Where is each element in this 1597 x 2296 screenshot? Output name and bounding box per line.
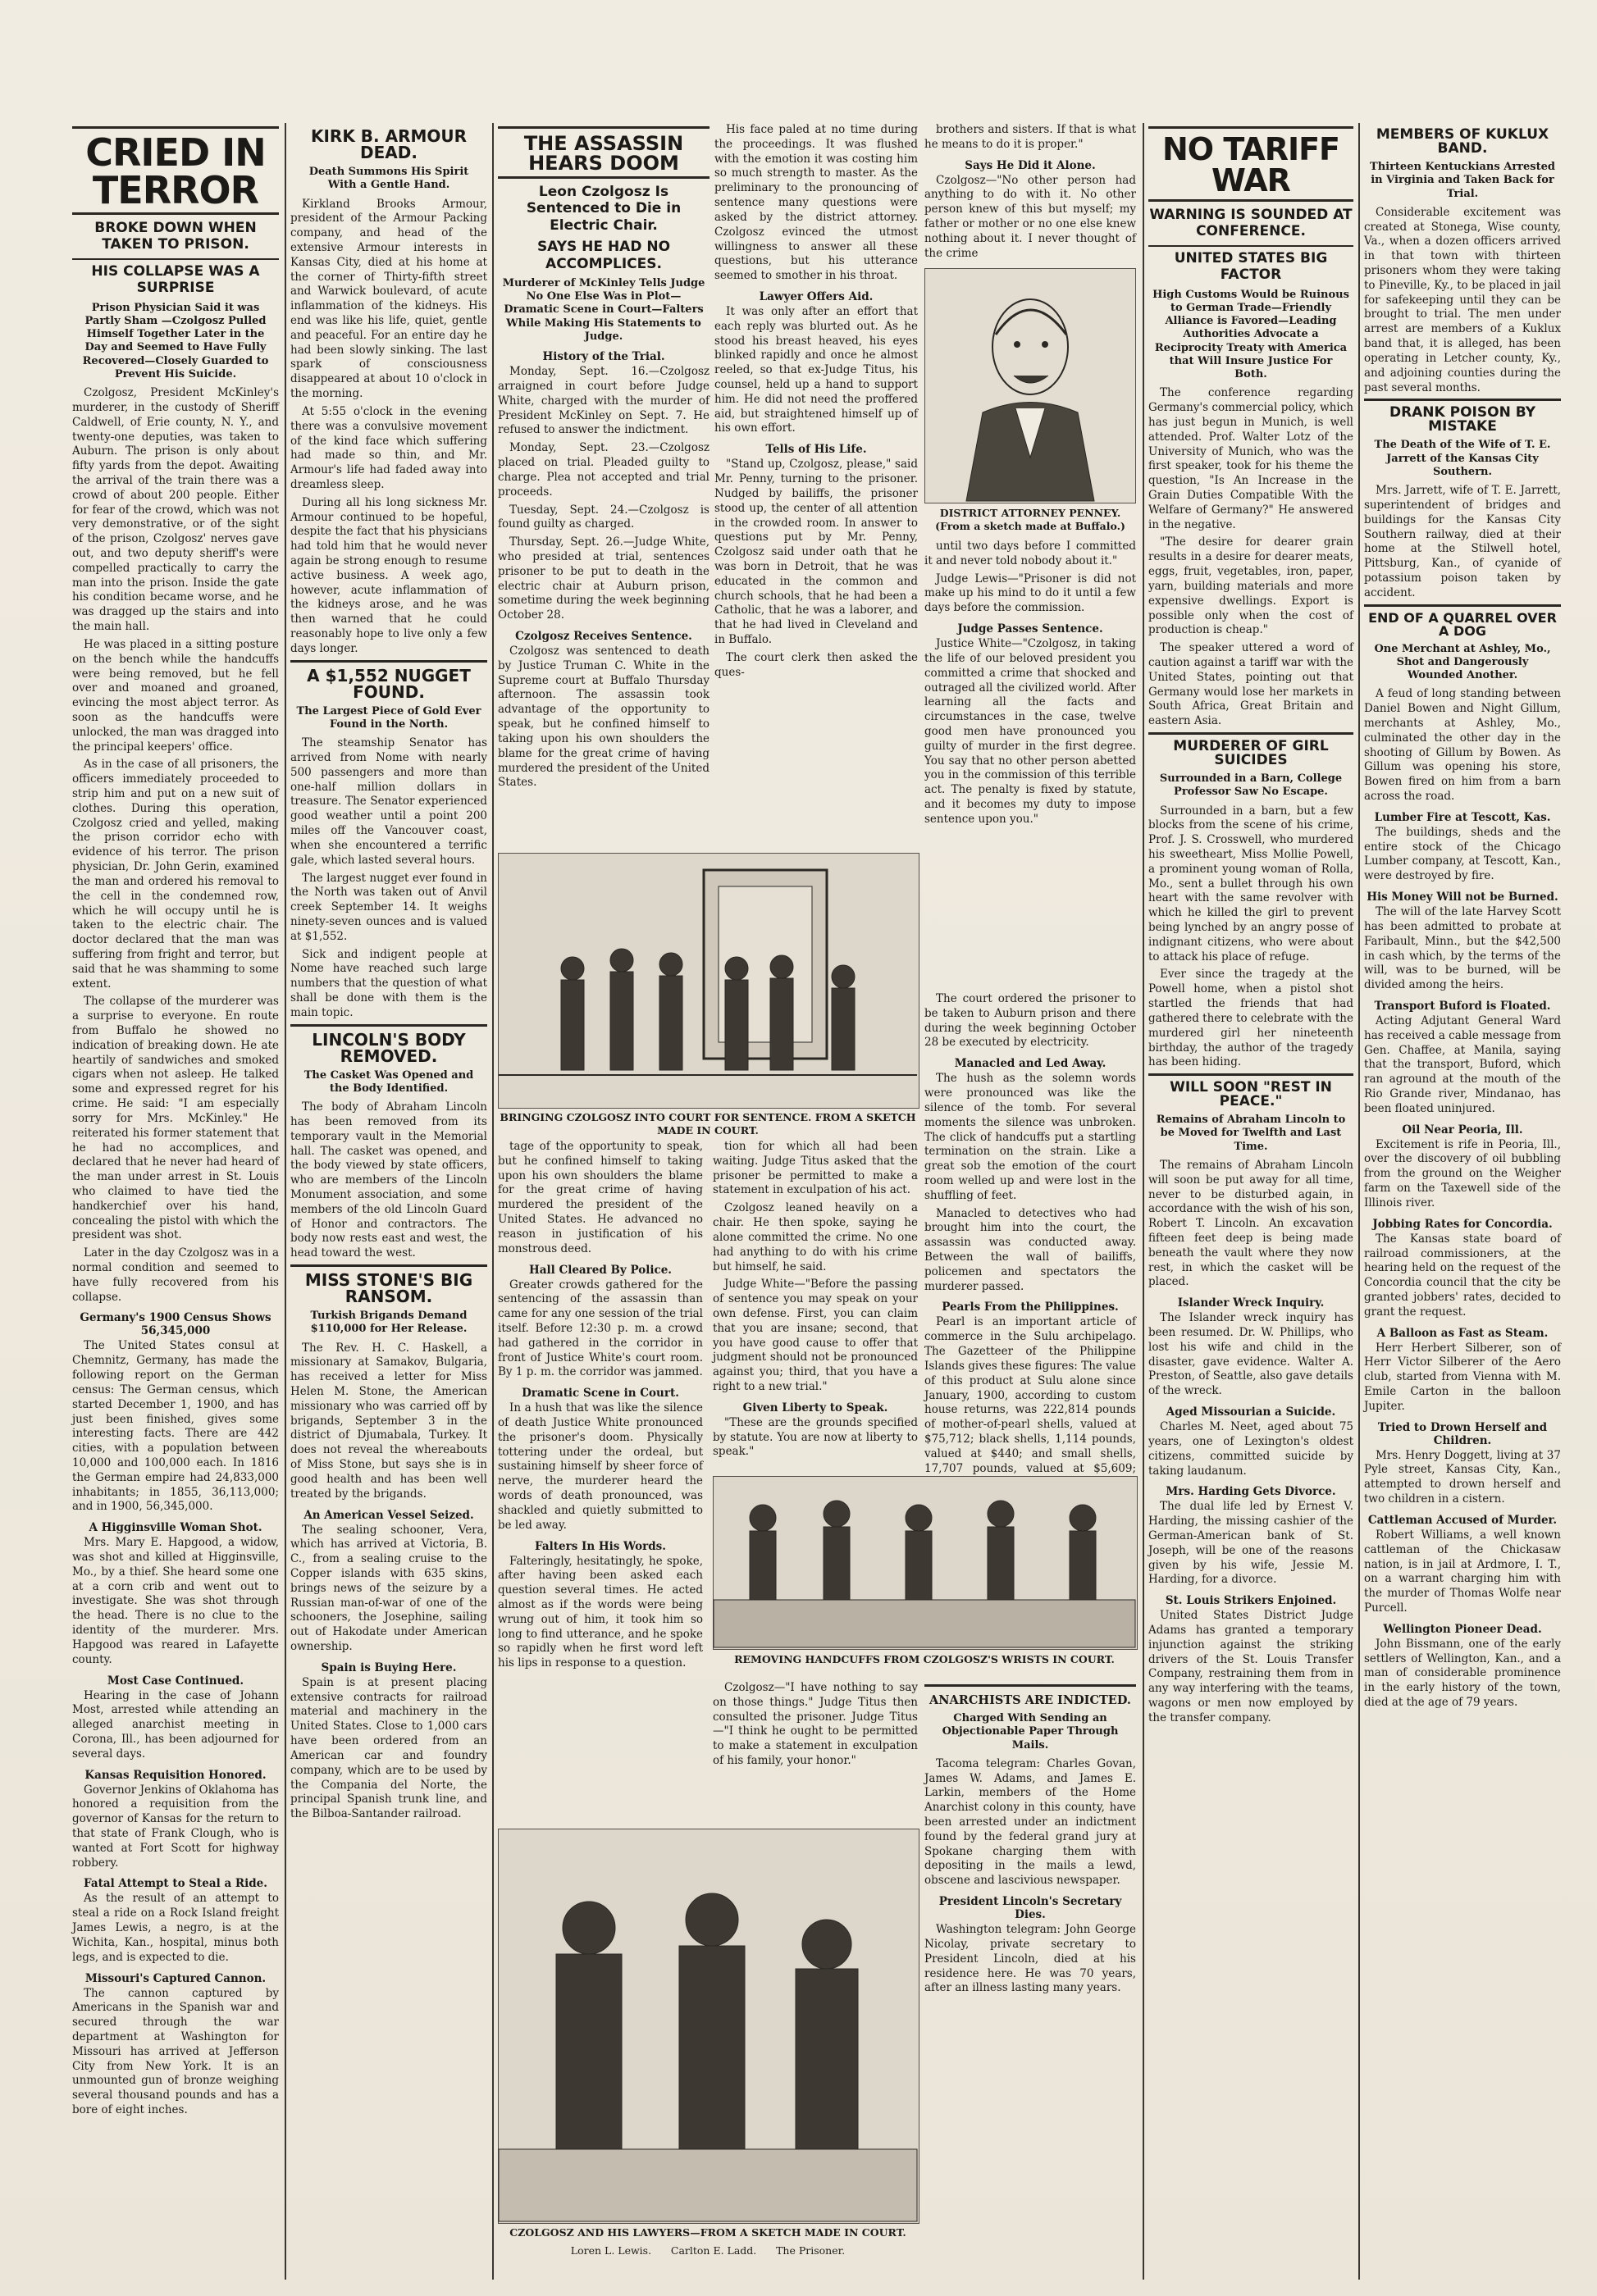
paragraph: Mrs. Jarrett, wife of T. E. Jarrett, superintendent of bridges and buildings for the Kansas City Southern railway, died at their home at the Stilwell hotel, Pittsburg, Kan., of cyanide of potassium poison taken by accident. <box>1364 484 1561 599</box>
paragraph: His face paled at no time during the proceedings. It was flushed with the emotion it was costing him so much strength to master. As the preliminary to the pronouncing of sentence many questions were asked by the district attorney. Czolgosz evinced the utmost willingness to answer all these questions, but his utterance seemed to smother in his throat. <box>714 123 918 283</box>
paragraph: Judge White—"Before the passing of sentence you may speak on your own defense. First, you can claim that you are insane; second, that you have good cause to offer that judgment should not be pronounced against you; third, that you have a right to a new trial." <box>713 1278 918 1393</box>
paragraph: Czolgosz leaned heavily on a chair. He then spoke, saying he alone committed the crime. No one had anything to do with his crime but himself, he said. <box>713 1201 918 1273</box>
portrait-penney <box>924 268 1136 503</box>
column-rule <box>285 123 286 2280</box>
news-item-heading: Pearls From the Philippines. <box>942 1301 1119 1314</box>
paragraph: The Islander wreck inquiry has been resumed. Dr. W. Phillips, who lost his wife and child in the disaster, gave evidence. Walter A. Preston, of Seattle, also gave details of the wreck. <box>1148 1311 1353 1398</box>
news-item-heading: History of the Trial. <box>542 350 665 364</box>
subhead: Murderer of McKinley Tells Judge No One Else Was in Plot—Dramatic Scene in Court—Falters While Making His Statements to Judge. <box>502 276 705 343</box>
paragraph: Spain is at present placing extensive contracts for railroad material and machinery in the United States. Close to 1,000 cars have been ordered from an American car and foundry company, which are to be used by the Compania del Norte, the principal Spanish trunk line, and the Bilboa-Santander railroad. <box>290 1675 487 1821</box>
center-col-f <box>713 1681 918 1812</box>
news-item-heading: Oil Near Peoria, Ill. <box>1402 1123 1523 1137</box>
news-item-heading: ANARCHISTS ARE INDICTED. <box>929 1693 1131 1707</box>
center-col-c <box>924 123 1136 984</box>
subhead: One Merchant at Ashley, Mo., Shot and Dangerously Wounded Another. <box>1374 642 1551 682</box>
headline-miss-stone: MISS STONE'S BIG RANSOM. <box>304 1270 473 1307</box>
paragraph: John Bissmann, one of the early settlers of Wellington, Kan., and a man of considerable prominence in the early history of the town, died at the age of 79 years. <box>1364 1637 1561 1709</box>
paragraph: Thursday, Sept. 26.—Judge White, who presided at trial, sentences prisoner to be put to death in the electric chair at Auburn prison, sometime during the week beginning October 28. <box>498 535 710 622</box>
paragraph: The United States consul at Chemnitz, Germany, has made the following report on the German census: The German census, which started December 1, 1900, and has just been finished, gives some interesting facts. There are 442 cities, with a population between 10,000 and 100,000 each. In 1816 the German empire had 24,833,000 inhabitants; in 1855, 36,113,000; and in 1900, 56,345,000. <box>72 1339 279 1514</box>
news-item-heading: Spain is Buying Here. <box>321 1660 457 1674</box>
headline-armour-dead: KIRK B. ARMOUR DEAD. <box>310 126 468 162</box>
column-rule <box>1358 123 1360 2280</box>
paragraph: The will of the late Harvey Scott has been admitted to probate at Faribault, Minn., but the $42,500 in cash which, by the terms of the will, was to be burned, will be divided among the heirs. <box>1364 905 1561 992</box>
headline-nugget-found: A $1,552 NUGGET FOUND. <box>307 665 471 702</box>
subhead: The Death of the Wife of T. E. Jarrett of the Kansas City Southern. <box>1374 439 1551 478</box>
paragraph: In a hush that was like the silence of death Justice White pronounced the prisoner's doom. Physically tottering under the ordeal, but sustaining himself by sheer force of nerve, the murderer heard the words of death pronounced, was shackled and quietly submitted to be led away. <box>498 1401 703 1532</box>
figure-caption: DISTRICT ATTORNEY PENNEY. (From a sketch made at Buffalo.) <box>935 506 1125 532</box>
news-item-heading: Tells of His Life. <box>765 443 867 457</box>
paragraph: Greater crowds gathered for the sentencing of the assassin than came for any one session of the trial itself. Before 12:30 p. m. a crowd had gathered in the corridor in front of Justice White's court room. By 1 p. m. the corridor was jammed. <box>498 1278 703 1379</box>
news-item-heading: Islander Wreck Inquiry. <box>1177 1296 1325 1310</box>
paragraph: The hush as the solemn words were pronounced was like the silence of the tomb. For several moments the silence was unbroken. The click of handcuffs put a startling termination on the strain. Like a great sob the emotion of the court room welled up and were lost in the shuffling of feet. <box>924 1072 1136 1202</box>
paragraph: Czolgosz—"I have nothing to say on those things." Judge Titus then consulted the prisoner. Judge Titus—"I think he ought to be permitted to make a statement in exculpation of his family, your honor." <box>713 1681 918 1768</box>
column-2 <box>290 123 487 2280</box>
news-item-heading: Mrs. Harding Gets Divorce. <box>1166 1485 1336 1499</box>
paragraph: Herr Herbert Silberer, son of Herr Victor Silberer of the Aero club, started from Vienna with M. Emile Carton in the balloon Jupiter. <box>1364 1341 1561 1413</box>
news-item-heading: Cattleman Accused of Murder. <box>1367 1513 1558 1527</box>
deck: BROKE DOWN WHEN TAKEN TO PRISON. <box>94 220 257 253</box>
column-6 <box>1364 123 1561 2280</box>
paragraph: The dual life led by Ernest V. Harding, the missing cashier of the German-American bank of St. Joseph, will be one of the reasons given by his wife, Jessie M. Harding, for a divorce. <box>1148 1500 1353 1587</box>
headline-rest-in-peace: WILL SOON "REST IN PEACE." <box>1170 1079 1332 1110</box>
paragraph: tage of the opportunity to speak, but he confined himself to taking upon his own shoulders the blame for the great crime of having murdered the president of the United States. He advanced no reason in justification of his monstrous deed. <box>498 1140 703 1255</box>
news-item-heading: A Balloon as Fast as Steam. <box>1376 1326 1549 1340</box>
paragraph: The remains of Abraham Lincoln will soon be put away for all time, never to be disturbed again, in accordance with the wish of his son, Robert T. Lincoln. An excavation fifteen feet deep is being made beneath the vault where they now rest, in which the casket will be placed. <box>1148 1158 1353 1289</box>
paragraph: Monday, Sept. 23.—Czolgosz placed on trial. Pleaded guilty to charge. Plea not accepted and trial proceeds. <box>498 441 710 499</box>
paragraph: The speaker uttered a word of caution against a tariff war with the United States, pointing out that Germany would lose her markets in South Africa, Great Britain and eastern Asia. <box>1148 641 1353 728</box>
news-item-heading: Given Liberty to Speak. <box>742 1401 888 1414</box>
paragraph: "The desire for dearer grain results in a desire for dearer meats, eggs, fruit, vegetables, iron, paper, yarn, building materials and more expensive dwellings. Export is possible only when the cost of production is cheap." <box>1148 535 1353 637</box>
paragraph: The court ordered the prisoner to be taken to Auburn prison and there during the week beginning October 28 be executed by electricity. <box>924 992 1136 1050</box>
paragraph: He was placed in a sitting posture on the bench while the handcuffs were being removed, but he fell over and moaned and groaned, evincing the most abject terror. As soon as the handcuffs were unlocked, the man was dragged into the principal keepers' office. <box>72 637 279 754</box>
subhead: The Largest Piece of Gold Ever Found in the North. <box>296 704 481 731</box>
paragraph: The Rev. H. C. Haskell, a missionary at Samakov, Bulgaria, has received a letter for Miss Helen M. Stone, the American missionary who was carried off by brigands, September 3 in the district of Djumabala, Turkey. It does not reveal the whereabouts of Miss Stone, but says she is in good health and has been well treated by the brigands. <box>290 1341 487 1501</box>
news-item-heading: Aged Missourian a Suicide. <box>1166 1405 1336 1419</box>
paragraph: As the result of an attempt to steal a ride on a Rock Island freight James Lewis, a negro, is at the Wichita, Kan., hospital, minus both legs, and is expected to die. <box>72 1892 279 1964</box>
headline-assassin-hears-doom: THE ASSASSIN HEARS DOOM <box>523 132 684 175</box>
paragraph: until two days before I committed it and never told nobody about it." <box>924 540 1136 567</box>
column-5 <box>1148 123 1353 2280</box>
paragraph: Manacled to detectives who had brought him into the court, the assassin was conducted away. Between the wall of bailiffs, policemen and spectators the murderer passed. <box>924 1206 1136 1293</box>
column-rule <box>492 123 494 2280</box>
subhead: Turkish Brigands Demand $110,000 for Her Release. <box>310 1310 468 1336</box>
paragraph: As in the case of all prisoners, the officers immediately proceeded to strip him and put on a new suit of clothes. During this operation, Czolgosz cried and yelled, making the prison corridor echo with evidence of his terror. The prison physician, Dr. John Gerin, examined the man and ordered his removal to the cell in the condemned row, which he will occupy until he is taken to the electric chair. The doctor declared that the man was suffering from fright and terror, but said that he was shamming to some extent. <box>72 758 279 991</box>
news-item-heading: Dramatic Scene in Court. <box>522 1387 679 1401</box>
center-col-g <box>924 1681 1136 2009</box>
paragraph: Washington telegram: John George Nicolay, private secretary to President Lincoln, died at his residence here. He was 70 years, after an illness lasting many years. <box>924 1923 1136 1995</box>
paragraph: The steamship Senator has arrived from Nome with nearly 500 passengers and more than one-half million dollars in treasure. The Senator experienced good weather until a point 200 miles off the Vancouver coast, when she encountered a terrific gale, which lasted several hours. <box>290 736 487 867</box>
paragraph: The buildings, sheds and the entire stock of the Chicago Lumber company, at Tescott, Kan., were destroyed by fire. <box>1364 825 1561 883</box>
news-item-heading: Judge Passes Sentence. <box>957 622 1103 636</box>
center-col-a <box>498 123 710 845</box>
news-item-heading: Jobbing Rates for Concordia. <box>1372 1217 1553 1231</box>
column-rule <box>1143 123 1144 2280</box>
subhead: Death Summons His Spirit With a Gentle Hand. <box>308 166 469 192</box>
news-item-heading: Says He Did it Alone. <box>965 158 1096 172</box>
news-item-heading: St. Louis Strikers Enjoined. <box>1165 1594 1337 1608</box>
illustration-removing-handcuffs <box>713 1476 1138 1650</box>
news-item-heading: Kansas Requisition Honored. <box>84 1768 267 1782</box>
paragraph: Considerable excitement was created at Stonega, Wise county, Va., when a dozen officers arrived in that town with thirteen prisoners whom they were taking to Pineville, Ky., to be placed in jail for safekeeping until they can be brought to trial. The men under arrest are members of a Kuklux band that, it is alleged, has been operating in Letcher county, Ky., and adjoining counties during the past several months. <box>1364 205 1561 394</box>
news-item-heading: Falters In His Words. <box>535 1539 666 1553</box>
paragraph: The largest nugget ever found in the North was taken out of Anvil creek September 14. It weighs ninety-seven ounces and is valued at $1,552. <box>290 871 487 943</box>
headline-lincoln-body: LINCOLN'S BODY REMOVED. <box>312 1029 466 1066</box>
subhead: Thirteen Kentuckians Arrested in Virginia and Taken Back for Trial. <box>1370 161 1555 200</box>
paragraph: Tuesday, Sept. 24.—Czolgosz is found guilty as charged. <box>498 503 710 531</box>
subhead: Surrounded in a Barn, College Professor Saw No Escape. <box>1159 772 1343 799</box>
figure-caption: BRINGING CZOLGOSZ INTO COURT FOR SENTENCE. FROM A SKETCH MADE IN COURT. <box>500 1111 916 1137</box>
news-item-heading: Manacled and Led Away. <box>954 1057 1106 1071</box>
paragraph: "Stand up, Czolgosz, please," said Mr. Penny, turning to the prisoner. Nudged by bailiffs, the prisoner stood up, the center of all attention in the crowded room. In answer to questions put by Mr. Penny, Czolgosz said under oath that he was born in Detroit, that he was educated in the common and church schools, that he had been a Catholic, that he was a laborer, and that he had lived in Cleveland and in Buffalo. <box>714 458 918 646</box>
subhead: Prison Physician Said it was Partly Sham —Czolgosz Pulled Himself Together Later in the Day and Seemed to Have Fully Recovered—Closely Guarded to Prevent His Suicide. <box>82 301 269 380</box>
paragraph: Mrs. Henry Doggett, living at 37 Pyle street, Kansas City, Kan., attempted to drown herself and two children in a cistern. <box>1364 1448 1561 1506</box>
paragraph: The sealing schooner, Vera, which has arrived at Victoria, B. C., from a sealing cruise to the Copper islands with 635 skins, brings news of the seizure by a Russian man-of-war of one of the schooners, the Josephine, sailing out of Hakodate under American ownership. <box>290 1523 487 1653</box>
paragraph: Hearing in the case of Johann Most, arrested while attending an alleged anarchist meeting in Corona, Ill., has been adjourned for several days. <box>72 1688 279 1761</box>
deck: WARNING IS SOUNDED AT CONFERENCE. <box>1149 207 1353 240</box>
paragraph: brothers and sisters. If that is what he means to do it is proper." <box>924 123 1136 151</box>
center-col-e <box>713 1140 918 1468</box>
paragraph: tion for which all had been waiting. Judge Titus asked that the prisoner be permitted to make a statement in exculpation of his act. <box>713 1140 918 1197</box>
paragraph: It was only after an effort that each reply was blurted out. As he stood his breast heaved, his eyes blinked rapidly and once he almost reeled, so that ex-Judge Titus, his counsel, held up a hand to support him. He did not need the proffered aid, but straightened himself up of his own effort. <box>714 304 918 435</box>
news-item-heading: President Lincoln's Secretary Dies. <box>938 1895 1122 1922</box>
news-item-heading: Hall Cleared By Police. <box>528 1263 673 1277</box>
figure-names: Loren L. Lewis. Carlton E. Ladd. The Prisoner. <box>570 2244 846 2257</box>
paragraph: Kirkland Brooks Armour, president of the Armour Packing company, and head of the extensive Armour interests in Kansas City, died at his home at the corner of Thirty-fifth street and Warwick boulevard, of acute inflammation of the kidneys. His end was like his life, quiet, gentle and peaceful. For an entire day he had been slowly sinking. The last spark of consciousness disappeared at about 10 o'clock in the morning. <box>290 197 487 401</box>
news-item-heading: A Higginsville Woman Shot. <box>89 1521 262 1535</box>
headline-cried-in-terror: CRIED IN TERROR <box>85 130 266 212</box>
deck: HIS COLLAPSE WAS A SURPRISE <box>72 258 279 297</box>
subhead: Remains of Abraham Lincoln to be Moved for Twelfth and Last Time. <box>1156 1114 1346 1153</box>
center-col-d <box>498 1140 703 1670</box>
headline-drank-poison: DRANK POISON BY MISTAKE <box>1389 404 1536 435</box>
paragraph: The conference regarding Germany's commercial policy, which has just begun in Munich, is well attended. Prof. Walter Lotz of the University of Munich, who was the first speaker, took for his theme the question, "Is An Increase in the Grain Duties Compatible With the Welfare of Germany?" He answered in the negative. <box>1148 386 1353 531</box>
handcuffs-sketch <box>714 1477 1135 1647</box>
center-col-c2 <box>924 992 1136 1475</box>
paragraph: During all his long sickness Mr. Armour continued to be hopeful, despite the fact that his physicians had told him that he would never again be strong enough to resume active business. A week ago, however, acute inflammation of the kidneys arose, and he was then warned that he could reasonably hope to live only a few days longer. <box>290 495 487 655</box>
headline-no-tariff-war: NO TARIFF WAR <box>1161 131 1340 198</box>
paragraph: The cannon captured by Americans in the Spanish war and secured through the war department at Washington for Missouri has arrived at Jefferson City from New York. It is an unmounted gun of bronze weighing several thousand pounds and has a bore of eight inches. <box>72 1986 279 2116</box>
subhead: The Casket Was Opened and the Body Identified. <box>303 1068 474 1095</box>
paragraph: Ever since the tragedy at the Powell home, when a pistol shot startled the friends that had gathered there to celebrate with the murdered girl her nineteenth birthday, the author of the tragedy has been hiding. <box>1148 968 1353 1069</box>
illustration-czolgosz-lawyers <box>498 1829 919 2224</box>
news-item-heading: Wellington Pioneer Dead. <box>1383 1622 1542 1636</box>
portrait-sketch <box>925 269 1135 501</box>
paragraph: Charles M. Neet, aged about 75 years, one of Lexington's oldest citizens, committed suicide by taking laudanum. <box>1148 1420 1353 1478</box>
news-item-heading: Czolgosz Receives Sentence. <box>515 630 692 644</box>
column-1 <box>72 123 279 2280</box>
paragraph: The body of Abraham Lincoln has been removed from its temporary vault in the Memorial hall. The casket was opened, and the body viewed by state officers, who are members of the Lincoln Monument association, and some members of the old Lincoln Guard of Honor and contractors. The body now rests east and west, the head toward the west. <box>290 1100 487 1260</box>
paragraph: Tacoma telegram: Charles Govan, James W. Adams, and James E. Larkin, members of the Home Anarchist colony in this county, have been arrested under an indictment found by the federal grand jury at Spokane charging them with depositing in the mails a lewd, obscene and lascivious newspaper. <box>924 1756 1136 1888</box>
court-sketch <box>499 854 917 1106</box>
paragraph: Surrounded in a barn, but a few blocks from the scene of his crime, Prof. J. S. Crosswell, who murdered his sweetheart, Miss Mollie Powell, a prominent young woman of Rolla, Mo., sent a bullet through his own heart with the same revolver with which he killed the girl to prevent being lynched by an angry posse of indignant citizens, who were about to attack his place of refuge. <box>1148 804 1353 963</box>
subhead: High Customs Would be Ruinous to German Trade—Friendly Alliance is Favored—Leading Authorities Advocate a Reciprocity Treaty with America that Will Insure Justice For Both. <box>1152 288 1349 381</box>
news-item-heading: Fatal Attempt to Steal a Ride. <box>84 1877 267 1891</box>
news-item-heading: His Money Will not be Burned. <box>1367 891 1558 904</box>
paragraph: Governor Jenkins of Oklahoma has honored a requisition from the governor of Kansas for the return to that state of Frank Clough, who is wanted at Fort Scott for highway robbery. <box>72 1783 279 1870</box>
paragraph: Judge Lewis—"Prisoner is did not make up his mind to do it until a few days before the commission. <box>924 572 1136 615</box>
paragraph: Justice White—"Czolgosz, in taking the life of our beloved president you committed a crime that shocked and outraged all the civilized world. After learning all the facts and circumstances in the case, twelve good men have pronounced you guilty of murder in the first degree. You say that no other person abetted you in the commission of this terrible act. The penalty is fixed by statute, and it becomes my duty to impose sentence upon you." <box>924 637 1136 826</box>
paragraph: Falteringly, hesitatingly, he spoke, after having been asked each question several times. He acted almost as if the words were being wrung out of him, it took him so long to find utterance, and he spoke so rapidly when he first word left his lips in response to a question. <box>498 1554 703 1670</box>
paragraph: Czolgosz, President McKinley's murderer, in the custody of Sheriff Caldwell, of Erie county, N. Y., and twenty-one deputies, was taken to Auburn. The prison is only about fifty yards from the depot. Awaiting the arrival of the train there was a crowd of about 200 people. Either for fear of the crowd, which was not very demonstrative, or of the sight of the prison, Czolgosz' nerves gave out, and two deputy sheriff's were compelled practically to carry the man into the prison. Inside the gate his condition became worse, and he was dragged up the stairs and into the main hall. <box>72 386 279 634</box>
lawyers-sketch <box>499 1829 917 2221</box>
paragraph: Acting Adjutant General Ward has received a cable message from Gen. Chaffee, at Manila, saying that the transport, Buford, which ran aground at the mouth of the Rio Grande river, Mindanao, has been floated uninjured. <box>1364 1014 1562 1115</box>
headline-quarrel-dog: END OF A QUARREL OVER A DOG <box>1368 609 1557 639</box>
paragraph: "These are the grounds specified by statute. You are now at liberty to speak." <box>713 1415 918 1459</box>
headline-kuklux-band: MEMBERS OF KUKLUX BAND. <box>1376 126 1549 157</box>
paragraph: Monday, Sept. 16.—Czolgosz arraigned in court before Judge White, charged with the murder of President McKinley on Sept. 7. He refused to answer the indictment. <box>498 365 710 437</box>
paragraph: Later in the day Czolgosz was in a normal condition and seemed to have fully recovered from his collapse. <box>72 1246 279 1304</box>
deck: UNITED STATES BIG FACTOR <box>1148 245 1353 284</box>
news-item-heading: Missouri's Captured Cannon. <box>84 1971 267 1985</box>
paragraph: Excitement is rife in Peoria, Ill., over the discovery of oil bubbling from the ground on the Weigher farm on the Taxewell side of the Illinois river. <box>1364 1137 1561 1210</box>
paragraph: A feud of long standing between Daniel Bowen and Night Gillum, merchants at Ashley, Mo., culminated the other day in the shooting of Gillum by Bowen. As Gillum was opening his store, Bowen fired on him from a barn across the road. <box>1364 687 1561 803</box>
news-item-heading: Germany's 1900 Census Shows 56,345,000 <box>80 1311 271 1338</box>
news-item-heading: Transport Buford is Floated. <box>1374 999 1551 1013</box>
headline-murderer-suicides: MURDERER OF GIRL SUICIDES <box>1173 738 1329 768</box>
paragraph: At 5:55 o'clock in the evening there was a convulsive movement of the kind face which suffering had made so thin, and Mr. Armour's life had faded away into dreamless sleep. <box>290 404 487 491</box>
news-item-heading: An American Vessel Seized. <box>303 1508 474 1522</box>
paragraph: United States District Judge Adams has granted a temporary injunction against the striking drivers of the St. Louis Transfer Company, restraining them from in any way interfering with the teams, wagons or men now employed by the transfer company. <box>1148 1609 1353 1724</box>
news-item-heading: Most Case Continued. <box>107 1674 244 1688</box>
deck: SAYS HE HAD NO ACCOMPLICES. <box>536 239 671 272</box>
center-spread <box>498 123 1138 2280</box>
paragraph: Mrs. Mary E. Hapgood, a widow, was shot and killed at Higginsville, Mo., by a thief. She heard some one at a corn crib and went out to investigate. She was shot through the head. There is no clue to the identity of the murderer. Mrs. Hapgood was reared in Lafayette county. <box>72 1536 279 1666</box>
paragraph: Sick and indigent people at Nome have reached such large numbers that the question of what shall be done with them is the main topic. <box>290 947 487 1019</box>
paragraph: The court clerk then asked the ques- <box>714 650 918 679</box>
figure-caption: CZOLGOSZ AND HIS LAWYERS—FROM A SKETCH MADE IN COURT. <box>509 2226 906 2239</box>
news-item-heading: Tried to Drown Herself and Children. <box>1377 1420 1548 1447</box>
illustration-bringing-czolgosz <box>498 853 919 1109</box>
paragraph: Czolgosz was sentenced to death by Justice Truman C. White in the Supreme court at Buffalo Thursday afternoon. The assassin took advantage of the opportunity to speak, but he confined himself to taking upon his own shoulders the blame for the great crime of having murdered the president of the United States. <box>498 645 710 790</box>
deck: Leon Czolgosz Is Sentenced to Die in Electric Chair. <box>526 184 682 234</box>
paragraph: Czolgosz—"No other person had anything to do with it. No other person knew of this but myself; my father or mother or no one else knew nothing about it. I never thought of the crime <box>924 173 1136 260</box>
subhead: Charged With Sending an Objectionable Paper Through Mails. <box>942 1712 1119 1752</box>
paragraph: The Kansas state board of railroad commissioners, at the hearing held on the request of the Concordia council that the city be granted jobbers' rates, decided to grant the request. <box>1364 1232 1561 1319</box>
figure-caption: REMOVING HANDCUFFS FROM CZOLGOSZ'S WRISTS IN COURT. <box>734 1653 1115 1665</box>
news-item-heading: Lumber Fire at Tescott, Kas. <box>1374 810 1551 824</box>
paragraph: Robert Williams, a well known cattleman of the Chickasaw nation, is in jail at Ardmore, I. T., on a warrant charging him with the murder of Thomas Wolfe near Purcell. <box>1364 1528 1561 1615</box>
news-item-heading: Lawyer Offers Aid. <box>759 289 874 303</box>
center-col-b <box>714 123 918 845</box>
paragraph: Pearl is an important article of commerce in the Sulu archipelago. The Gazetteer of the Philippine Islands gives these figures: The value of this product at Sulu alone since January, 1900, according to custom house returns, was 222,814 pounds of mother-of-pearl shells, valued at $75,712; black shells, 1,114 pounds, valued at $440; and small shells, 17,707 pounds, valued at $5,609; <box>924 1315 1136 1475</box>
paragraph: The collapse of the murderer was a surprise to everyone. En route from Buffalo he showed no indication of breaking down. He ate heartily of sandwiches and smoked cigars when not asleep. He talked some and expressed regret for his crime. He said: "I am especially sorry for Mrs. McKinley." He reiterated his former statement that he had no accomplices, and declared that he never had heard of the man under arrest in St. Louis who claimed to have tied the handkerchief over his hand, concealing the pistol with which the president was shot. <box>72 995 279 1242</box>
